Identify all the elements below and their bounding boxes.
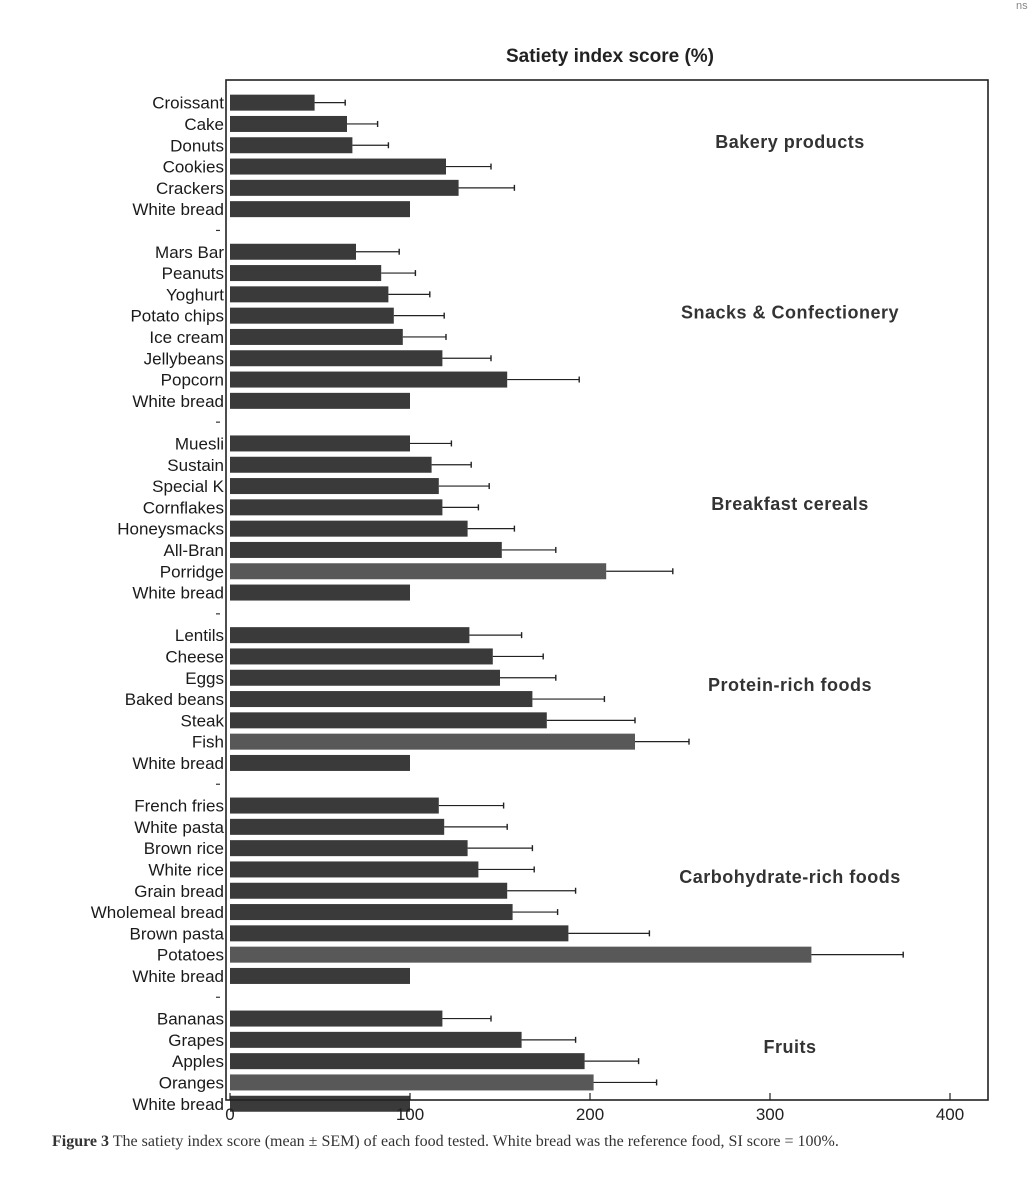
- bar-label-g2-i1: Sustain: [167, 455, 224, 475]
- bar-g3-i0: [230, 627, 469, 643]
- bar-label-g3-i1: Cheese: [165, 647, 224, 667]
- bar-g1-i6: [230, 372, 507, 388]
- bar-label-g4-i3: White rice: [148, 860, 224, 880]
- bar-g2-i2: [230, 478, 439, 494]
- bar-g5-i0: [230, 1011, 442, 1027]
- bar-label-g2-i4: Honeysmacks: [117, 519, 224, 539]
- bar-label-g0-i1: Cake: [184, 114, 224, 134]
- bars-layer: [230, 95, 903, 1112]
- bar-g3-i2: [230, 670, 500, 686]
- bar-label-g2-i3: Cornflakes: [142, 498, 224, 518]
- bar-g5-i1: [230, 1032, 522, 1048]
- bar-label-g2-i5: All-Bran: [163, 540, 224, 560]
- bar-g5-i4: [230, 1096, 410, 1112]
- figure-caption: [52, 1132, 1012, 1152]
- bar-g3-i6: [230, 755, 410, 771]
- bar-label-g1-i1: Peanuts: [161, 264, 224, 284]
- bar-label-g5-i3: Oranges: [158, 1073, 224, 1093]
- bar-g4-i7: [230, 947, 811, 963]
- x-tick-label-1: 100: [395, 1105, 425, 1124]
- group-label-0: Bakery products: [715, 131, 865, 152]
- x-tick-label-3: 300: [755, 1105, 785, 1124]
- bar-label-g4-i2: Brown rice: [143, 839, 224, 859]
- x-tick-label-0: 0: [225, 1105, 235, 1124]
- bar-label-g4-i1: White pasta: [134, 817, 224, 837]
- bar-g4-i4: [230, 883, 507, 899]
- group-label-4: Carbohydrate-rich foods: [679, 866, 901, 887]
- bar-label-g0-i5: White bread: [132, 200, 224, 220]
- bar-g4-i6: [230, 925, 568, 941]
- bar-g4-i1: [230, 819, 444, 835]
- bar-label-g5-i2: Apples: [172, 1052, 224, 1072]
- bar-g3-i5: [230, 734, 635, 750]
- bar-label-g0-i3: Cookies: [162, 157, 224, 177]
- bar-label-g2-i2: Special K: [152, 477, 224, 497]
- bar-g1-i0: [230, 244, 356, 260]
- bar-label-g5-i4: White bread: [132, 1094, 224, 1114]
- bar-g2-i5: [230, 542, 502, 558]
- chart-title: Satiety index score (%): [505, 46, 715, 67]
- bar-label-g3-i4: Steak: [180, 711, 224, 731]
- bar-g4-i5: [230, 904, 513, 920]
- bar-label-g2-i6: Porridge: [159, 562, 224, 582]
- x-tick-label-4: 400: [935, 1105, 965, 1124]
- caption-text: The satiety index score (mean ± SEM) of each food tested. White bread was the reference food, SI score = 100%.: [109, 1133, 839, 1150]
- bar-label-g4-i5: Wholemeal bread: [90, 903, 224, 923]
- bar-label-g1-i5: Jellybeans: [143, 349, 224, 369]
- corner-mark: ns: [1016, 0, 1028, 12]
- bar-label-g0-i2: Donuts: [170, 136, 224, 156]
- bar-g0-i2: [230, 137, 352, 153]
- bar-label-g4-i7: Potatoes: [156, 945, 224, 965]
- bar-g4-i8: [230, 968, 410, 984]
- bar-g3-i4: [230, 712, 547, 728]
- bar-label-g1-i3: Potato chips: [130, 306, 224, 326]
- bar-g2-i7: [230, 585, 410, 601]
- bar-g0-i4: [230, 180, 459, 196]
- bar-label-g3-i5: Fish: [191, 732, 224, 752]
- bar-g0-i0: [230, 95, 315, 111]
- group-label-3: Protein-rich foods: [707, 675, 873, 696]
- bar-g0-i5: [230, 201, 410, 217]
- group-label-1: Snacks & Confectionery: [680, 302, 900, 323]
- bar-g2-i6: [230, 563, 606, 579]
- bar-g1-i4: [230, 329, 403, 345]
- bar-g2-i4: [230, 521, 468, 537]
- group-label-5: Fruits: [763, 1037, 817, 1058]
- bar-g4-i0: [230, 798, 439, 814]
- bar-g1-i5: [230, 350, 442, 366]
- bar-label-g2-i0: Muesli: [174, 434, 224, 454]
- bar-label-g1-i4: Ice cream: [149, 327, 224, 347]
- bar-g5-i3: [230, 1074, 594, 1090]
- bar-label-g2-i7: White bread: [132, 583, 224, 603]
- bar-g4-i3: [230, 861, 478, 877]
- bar-label-g0-i0: Croissant: [152, 93, 224, 113]
- bar-label-g4-i0: French fries: [134, 796, 224, 816]
- bar-label-g1-i6: Popcorn: [160, 370, 224, 390]
- bar-g5-i2: [230, 1053, 585, 1069]
- bar-g1-i1: [230, 265, 381, 281]
- bar-label-g1-i2: Yoghurt: [166, 285, 224, 305]
- bar-label-g3-i3: Baked beans: [124, 690, 224, 710]
- bar-label-g4-i4: Grain bread: [134, 881, 224, 901]
- bar-g2-i0: [230, 435, 410, 451]
- bar-label-g3-i6: White bread: [132, 753, 224, 773]
- bar-g2-i1: [230, 457, 432, 473]
- bar-label-g5-i1: Grapes: [168, 1030, 224, 1050]
- bar-g3-i1: [230, 648, 493, 664]
- bar-label-g3-i2: Eggs: [185, 668, 224, 688]
- bar-label-g4-i6: Brown pasta: [129, 924, 224, 944]
- x-tick-label-2: 200: [575, 1105, 605, 1124]
- bar-g1-i3: [230, 308, 394, 324]
- bar-label-g3-i0: Lentils: [174, 626, 224, 646]
- bar-g2-i3: [230, 499, 442, 515]
- bar-label-g1-i7: White bread: [132, 391, 224, 411]
- bar-label-g4-i8: White bread: [132, 966, 224, 986]
- group-label-2: Breakfast cereals: [711, 494, 869, 514]
- caption-lead: Figure 3: [52, 1133, 110, 1150]
- bar-g1-i2: [230, 286, 388, 302]
- bar-g0-i1: [230, 116, 347, 132]
- bar-label-g1-i0: Mars Bar: [155, 242, 224, 262]
- bar-g4-i2: [230, 840, 468, 856]
- bar-g1-i7: [230, 393, 410, 409]
- bar-label-g0-i4: Crackers: [155, 178, 224, 198]
- bar-g3-i3: [230, 691, 532, 707]
- bar-label-g5-i0: Bananas: [156, 1009, 224, 1029]
- bar-g0-i3: [230, 159, 446, 175]
